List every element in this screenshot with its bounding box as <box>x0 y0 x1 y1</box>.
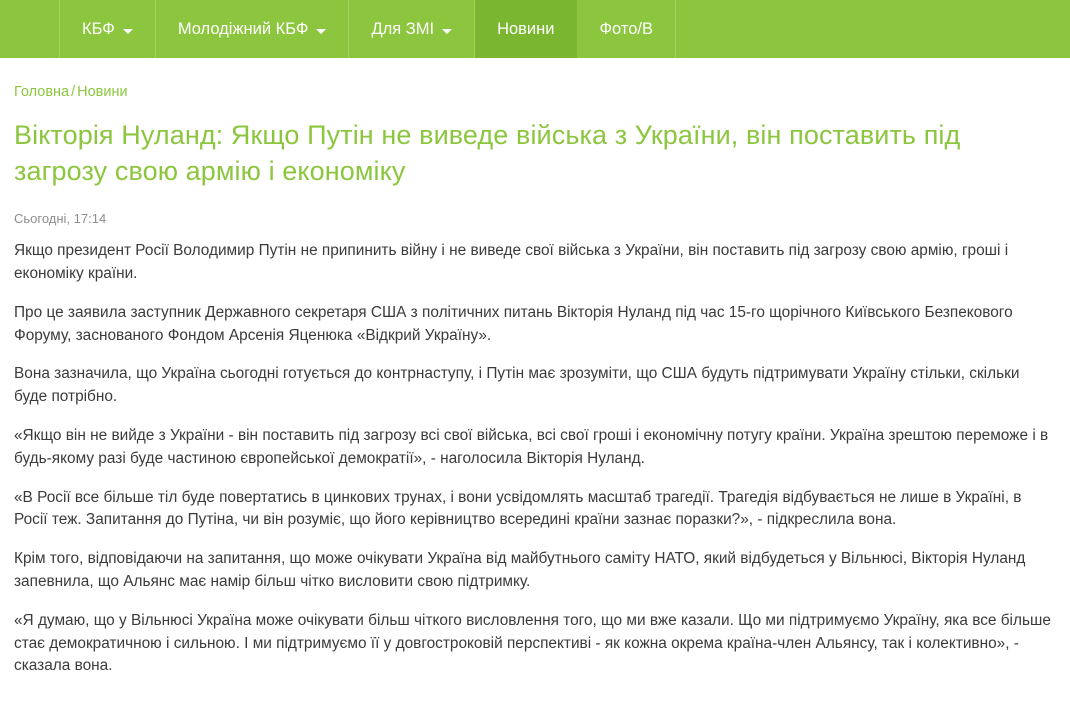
breadcrumb-current-link[interactable]: Новини <box>77 84 128 100</box>
article-paragraph: Якщо президент Росії Володимир Путін не припинить війну і не виведе свої війська з України, він поставить під загрозу свою армію, гроші і економіку країни. <box>14 242 1009 283</box>
page-content <box>0 84 1070 678</box>
nav-item-youth-kbf[interactable] <box>156 0 350 58</box>
chevron-down-icon <box>316 29 326 34</box>
main-navigation <box>0 0 1070 58</box>
nav-item-label: Новини <box>497 19 555 38</box>
article-timestamp: Сьогодні, 17:14 <box>14 211 107 227</box>
article-paragraph: «В Росії все більше тіл буде повертатись в цинкових трунах, і вони усвідомлять масштаб трагедії. Трагедія відбувається не лише в Україні, в Росії теж. Запитання до Путіна, чи він розуміє, що його керівництво всередині країни зазнає поразки?», - підкреслила вона. <box>14 488 1022 529</box>
nav-item-label: Фото/В <box>599 19 653 38</box>
chevron-down-icon <box>123 29 133 34</box>
nav-item-label: Для ЗМІ <box>371 19 435 38</box>
nav-item-label: КБФ <box>82 19 115 38</box>
nav-item-photo-video[interactable] <box>577 0 676 58</box>
nav-item-label: Молодіжний КБФ <box>177 19 309 38</box>
chevron-down-icon <box>442 29 452 34</box>
breadcrumb-separator: / <box>71 84 76 100</box>
nav-item-news[interactable] <box>475 0 577 58</box>
article-paragraph: Про це заявила заступник Державного секретаря США з політичних питань Вікторія Нуланд під час 15-го щорічного Київського Безпекового Форуму, заснованого Фондом Арсенія Яценюка «Відкрий Україну». <box>14 303 1013 344</box>
nav-item-for-media[interactable] <box>349 0 475 58</box>
breadcrumb <box>14 84 1056 100</box>
article-paragraph: «Я думаю, що у Вільнюсі Україна може очікувати більш чіткого висловлення того, що ми вже казали. Що ми підтримуємо Україну, яка все більше стає демократичною і сильною. І ми підтримуємо її у довгостроковій перспективі - як кожна окрема країна-член Альянсу, так і колективно», - сказала вона. <box>14 611 1051 675</box>
nav-left-spacer <box>0 0 60 58</box>
article-body <box>14 240 1056 678</box>
article-paragraph: «Якщо він не вийде з України - він поставить під загрозу всі свої війська, всі свої гроші і економічну потугу країни. Україна зрештою переможе і в будь-якому разі буде частиною європейської демократії», - наголосила Вікторія Нуланд. <box>14 427 1049 467</box>
nav-item-kbf[interactable] <box>60 0 156 58</box>
article-paragraph: Вона зазначила, що Україна сьогодні готується до контрнаступу, і Путін має зрозуміти, що США будуть підтримувати Україну стільки, скільки буде потрібно. <box>14 365 1020 406</box>
page-title: Вікторія Нуланд: Якщо Путін не виведе війська з України, він поставить під загрозу свою армію і економіку <box>14 120 961 186</box>
breadcrumb-home-link[interactable]: Головна <box>14 84 70 100</box>
article-paragraph: Крім того, відповідаючи на запитання, що може очікувати Україна від майбутнього саміту НАТО, який відбудеться у Вільнюсі, Вікторія Нуланд запевнила, що Альянс має намір більш чітко висловити свою підтримку. <box>14 550 1026 591</box>
